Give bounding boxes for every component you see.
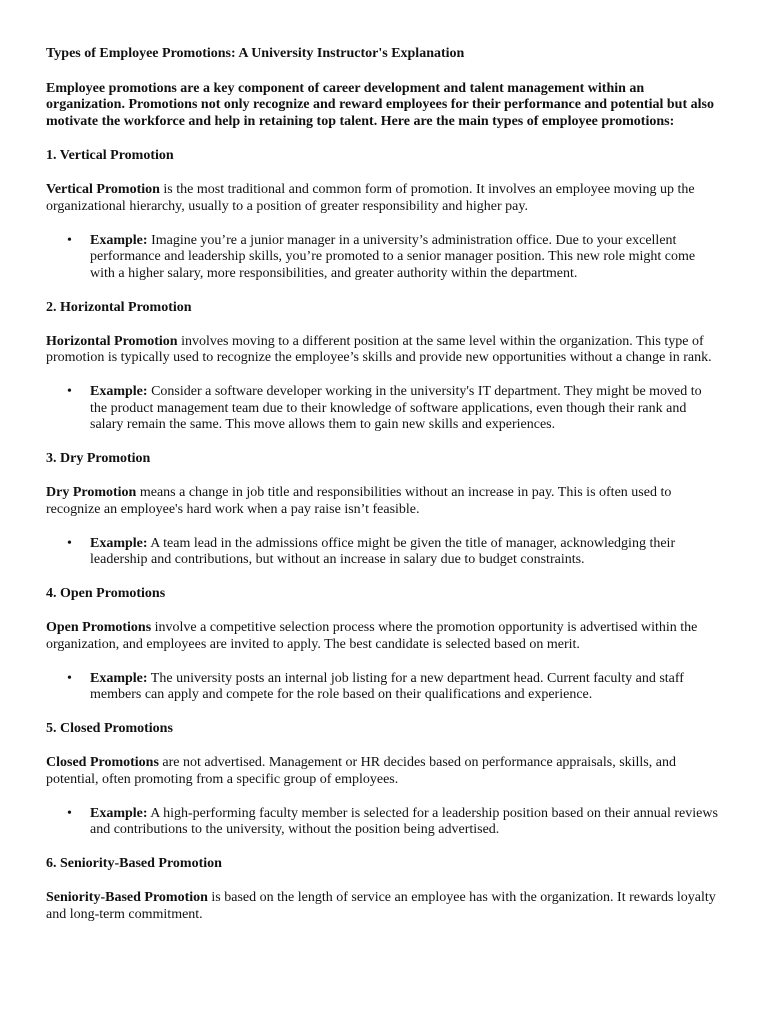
- section-open-promotions: [46, 586, 722, 704]
- example-label: Example:: [90, 232, 148, 248]
- section-heading: 2. Horizontal Promotion: [46, 299, 192, 315]
- section-term: Closed Promotions: [46, 755, 159, 770]
- example-text: A team lead in the admissions office might be given the title of manager, acknowledging their leadership and contributions, but without an increase in salary due to budget constraints.: [90, 535, 676, 567]
- section-heading: 4. Open Promotions: [46, 586, 166, 601]
- example-list: [46, 384, 722, 434]
- example-text: A high-performing faculty member is selected for a leadership position based on their annual reviews and contributions to the university, without the position being advertised.: [90, 805, 718, 837]
- intro-paragraph: Employee promotions are a key component of career development and talent management within an organization. Promotions not only recognize and reward employees for their performance and potential but also motivate the workforce and help in retaining top talent. Here are the main types of employee promotions:: [46, 80, 714, 129]
- bullet-icon: •: [67, 805, 72, 821]
- section-heading: 6. Seniority-Based Promotion: [46, 856, 222, 871]
- example-label: Example:: [90, 535, 148, 551]
- example-text: Consider a software developer working in the university's IT department. They might be moved to the product management team due to their knowledge of software applications, even though their rank and salary remain the same. This move allows them to gain new skills and experiences.: [90, 384, 702, 432]
- example-text: The university posts an internal job listing for a new department head. Current faculty and staff members can apply and compete for the role based on their qualifications and experience.: [90, 670, 684, 702]
- section-description: [46, 890, 722, 923]
- section-description-text: is based on the length of service an employee has with the organization. It rewards loyalty and long-term commitment.: [46, 890, 716, 922]
- section-description: [46, 620, 722, 653]
- example-list: [46, 806, 722, 839]
- section-description-text: involve a competitive selection process where the promotion opportunity is advertised within the organization, and employees are invited to apply. The best candidate is selected based on merit.: [46, 620, 698, 652]
- section-seniority-based-promotion: [46, 856, 722, 923]
- section-description: [46, 334, 722, 367]
- example-item: [67, 232, 722, 283]
- section-term: Seniority-Based Promotion: [46, 890, 208, 905]
- example-label: Example:: [90, 805, 148, 821]
- section-dry-promotion: [46, 451, 722, 569]
- example-item: [67, 805, 722, 839]
- section-closed-promotions: [46, 721, 722, 839]
- bullet-icon: •: [67, 384, 72, 399]
- section-term: Dry Promotion: [46, 485, 137, 500]
- example-item: [67, 535, 722, 569]
- section-term: Horizontal Promotion: [46, 333, 178, 349]
- example-list: [46, 536, 722, 569]
- section-description-text: involves moving to a different position at the same level within the organization. This type of promotion is typically used to recognize the employee’s skills and provide new opportunities without a change in rank.: [46, 333, 712, 365]
- example-list: [46, 671, 722, 704]
- section-description: [46, 755, 722, 788]
- section-description-text: are not advertised. Management or HR decides based on performance appraisals, skills, and potential, often promoting from a specific group of employees.: [46, 755, 676, 787]
- document-title: Types of Employee Promotions: A University Instructor's Explanation: [46, 46, 465, 61]
- section-term: Open Promotions: [46, 620, 152, 635]
- section-heading: 1. Vertical Promotion: [46, 148, 174, 163]
- bullet-icon: •: [67, 535, 72, 551]
- section-term: Vertical Promotion: [46, 182, 160, 197]
- section-description-text: means a change in job title and responsibilities without an increase in pay. This is often used to recognize an employee's hard work when a pay raise isn’t feasible.: [46, 485, 672, 517]
- section-horizontal-promotion: [46, 300, 722, 434]
- example-text: Imagine you’re a junior manager in a university’s administration office. Due to your excellent performance and leadership skills, you’re promoted to a senior manager position. This new role might come with a higher salary, more responsibilities, and greater authority within the department.: [90, 232, 696, 281]
- section-heading: 5. Closed Promotions: [46, 721, 173, 736]
- section-description: [46, 182, 722, 215]
- example-item: [67, 670, 722, 704]
- section-description-text: is the most traditional and common form of promotion. It involves an employee moving up the organizational hierarchy, usually to a position of greater responsibility and higher pay.: [46, 182, 695, 214]
- example-label: Example:: [90, 670, 148, 686]
- section-heading: 3. Dry Promotion: [46, 451, 151, 466]
- example-item: [67, 384, 722, 434]
- bullet-icon: •: [67, 670, 72, 686]
- section-description: [46, 485, 722, 518]
- example-label: Example:: [90, 384, 148, 399]
- example-list: [46, 233, 722, 283]
- bullet-icon: •: [67, 232, 72, 248]
- section-vertical-promotion: [46, 148, 722, 282]
